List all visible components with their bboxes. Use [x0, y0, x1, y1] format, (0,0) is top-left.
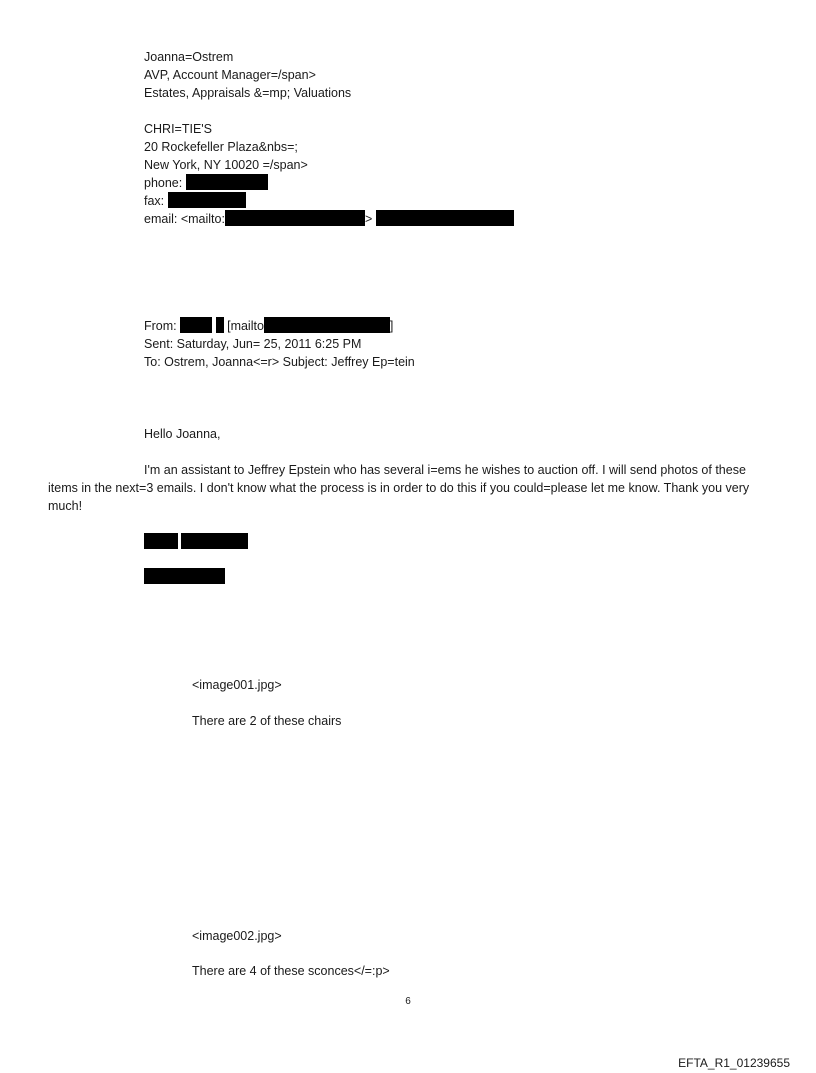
attachment-2-file: <image002.jpg> — [192, 929, 282, 943]
redaction-sender-title — [144, 568, 225, 584]
attachment-1-caption: There are 2 of these chairs — [192, 714, 342, 728]
from-label: From: — [144, 319, 177, 333]
redaction-sender-first-name — [144, 533, 178, 549]
email-separator: > — [364, 212, 373, 226]
attachment-1-file: <image001.jpg> — [192, 678, 282, 692]
page-number: 6 — [405, 996, 411, 1007]
header-sent: Sent: Saturday, Jun= 25, 2011 6:25 PM — [144, 337, 362, 351]
body-greeting: Hello Joanna, — [144, 427, 221, 441]
phone-label: phone: — [144, 176, 183, 190]
signature-phone — [144, 174, 268, 192]
mailto-end: ] — [389, 319, 394, 333]
redaction-email-address — [376, 210, 514, 226]
redaction-from-email — [264, 317, 390, 333]
fax-label: fax: — [144, 194, 165, 208]
body-paragraph: I'm an assistant to Jeffrey Epstein who has several i=ems he wishes to auction off. I will send photos of these items in the next=3 emails. I don't know what the process is in order to do this if you could=please let me know. Thank you very much! — [48, 463, 750, 513]
document-id: EFTA_R1_01239655 — [678, 1056, 790, 1070]
redaction-fax — [168, 192, 246, 208]
redaction-phone — [186, 174, 268, 190]
signature-address-line-2: New York, NY 10020 =/span> — [144, 158, 308, 172]
email-label: email: <mailto: — [144, 212, 225, 226]
signature-email — [144, 210, 514, 228]
signature-company: CHRI=TIE'S — [144, 122, 213, 136]
signature-fax — [144, 192, 246, 210]
redaction-from-name-2 — [216, 317, 224, 333]
attachment-2-caption: There are 4 of these sconces</=:p> — [192, 964, 390, 978]
signature-name: Joanna=Ostrem — [144, 50, 234, 64]
signature-title: AVP, Account Manager=/span> — [144, 68, 316, 82]
header-to-subject: To: Ostrem, Joanna<=r> Subject: Jeffrey Ep=tein — [144, 355, 415, 369]
redaction-from-name-1 — [180, 317, 212, 333]
signature-department: Estates, Appraisals &=mp; Valuations — [144, 86, 352, 100]
mailto-label: [mailto — [227, 319, 264, 333]
redaction-email-mailto — [225, 210, 365, 226]
signature-address-line-1: 20 Rockefeller Plaza&nbs=; — [144, 140, 298, 154]
header-from — [144, 317, 393, 335]
redaction-sender-last-name — [181, 533, 248, 549]
